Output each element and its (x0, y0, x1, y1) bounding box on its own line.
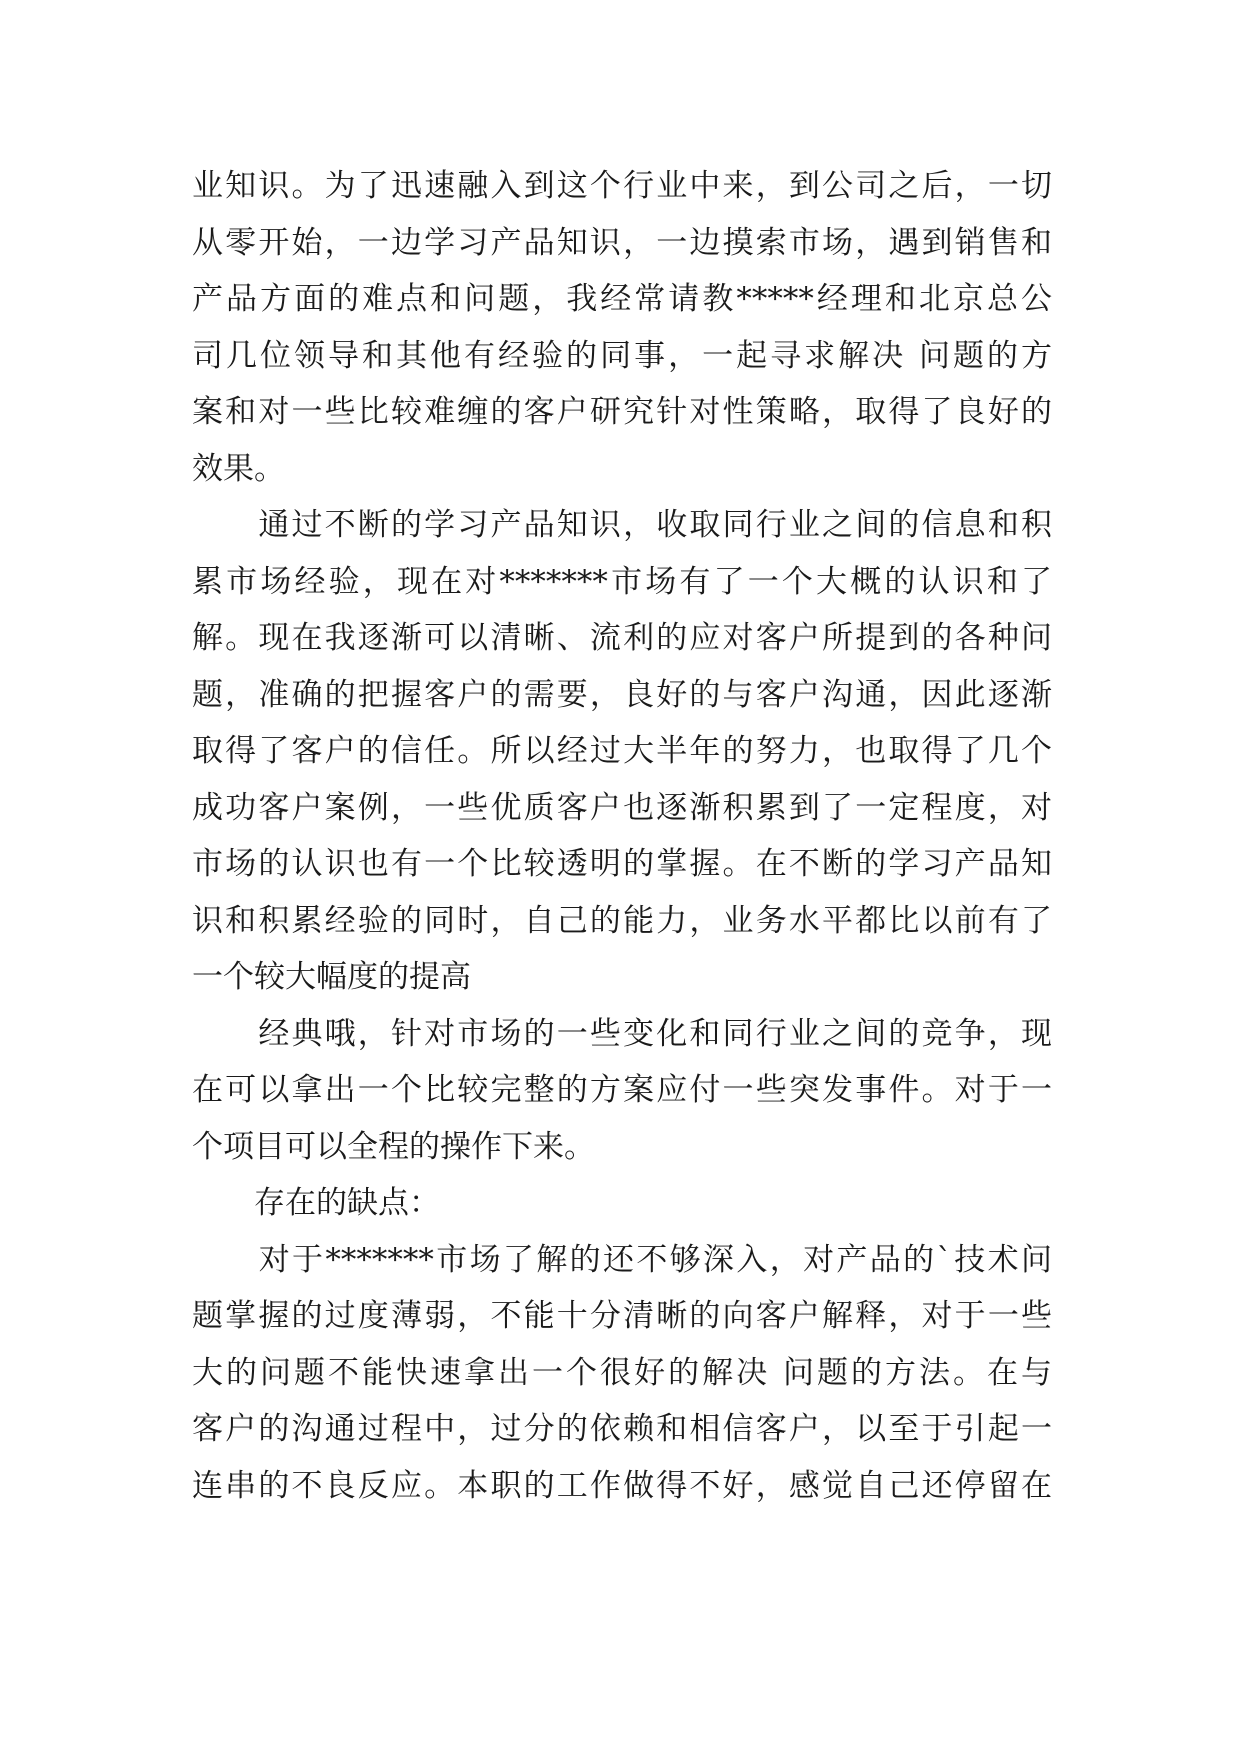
text-line: 题掌握的过度薄弱，不能十分清晰的向客户解释，对于一些 (192, 1298, 1052, 1334)
paragraph-4-heading (192, 1175, 1052, 1232)
text-line: 从零开始，一边学习产品知识，一边摸索市场，遇到销售和 (192, 224, 1052, 261)
text-line: 通过不断的学习产品知识，收取同行业之间的信息和积 (192, 507, 1052, 543)
text-line: 在可以拿出一个比较完整的方案应付一些突发事件。对于一 (192, 1072, 1052, 1108)
paragraph-1 (192, 158, 1052, 497)
text-line: 经典哦，针对市场的一些变化和同行业之间的竞争，现 (192, 1015, 1052, 1052)
text-line: 识和积累经验的同时，自己的能力，业务水平都比以前有了 (192, 902, 1052, 939)
paragraph-2 (192, 497, 1052, 1006)
paragraph-3 (192, 1006, 1052, 1176)
text-line: 产品方面的难点和问题，我经常请教*****经理和北京总公 (192, 281, 1052, 317)
text-line: 效果。 (192, 450, 285, 487)
text-line: 个项目可以全程的操作下来。 (192, 1128, 595, 1165)
section-heading: 存在的缺点： (192, 1185, 440, 1221)
text-line: 司几位领导和其他有经验的同事，一起寻求解决 问题的方 (192, 337, 1052, 374)
text-line: 业知识。为了迅速融入到这个行业中来，到公司之后，一切 (192, 168, 1052, 204)
text-line: 一个较大幅度的提高 (192, 959, 471, 995)
text-line: 成功客户案例，一些优质客户也逐渐积累到了一定程度，对 (192, 789, 1052, 826)
text-line: 题，准确的把握客户的需要，良好的与客户沟通，因此逐渐 (192, 676, 1052, 713)
text-line: 对于*******市场了解的还不够深入，对产品的`技术问 (192, 1241, 1052, 1278)
paragraph-5 (192, 1232, 1052, 1515)
text-line: 累市场经验，现在对*******市场有了一个大概的认识和了 (192, 563, 1052, 600)
text-line: 大的问题不能快速拿出一个很好的解决 问题的方法。在与 (192, 1354, 1052, 1391)
text-line: 取得了客户的信任。所以经过大半年的努力，也取得了几个 (192, 733, 1052, 769)
text-line: 连串的不良反应。本职的工作做得不好，感觉自己还停留在 (192, 1467, 1052, 1504)
text-line: 客户的沟通过程中，过分的依赖和相信客户，以至于引起一 (192, 1411, 1052, 1447)
text-line: 解。现在我逐渐可以清晰、流利的应对客户所提到的各种问 (192, 620, 1052, 656)
text-line: 市场的认识也有一个比较透明的掌握。在不断的学习产品知 (192, 846, 1052, 882)
document-body (192, 158, 1052, 1514)
text-line: 案和对一些比较难缠的客户研究针对性策略，取得了良好的 (192, 394, 1052, 430)
